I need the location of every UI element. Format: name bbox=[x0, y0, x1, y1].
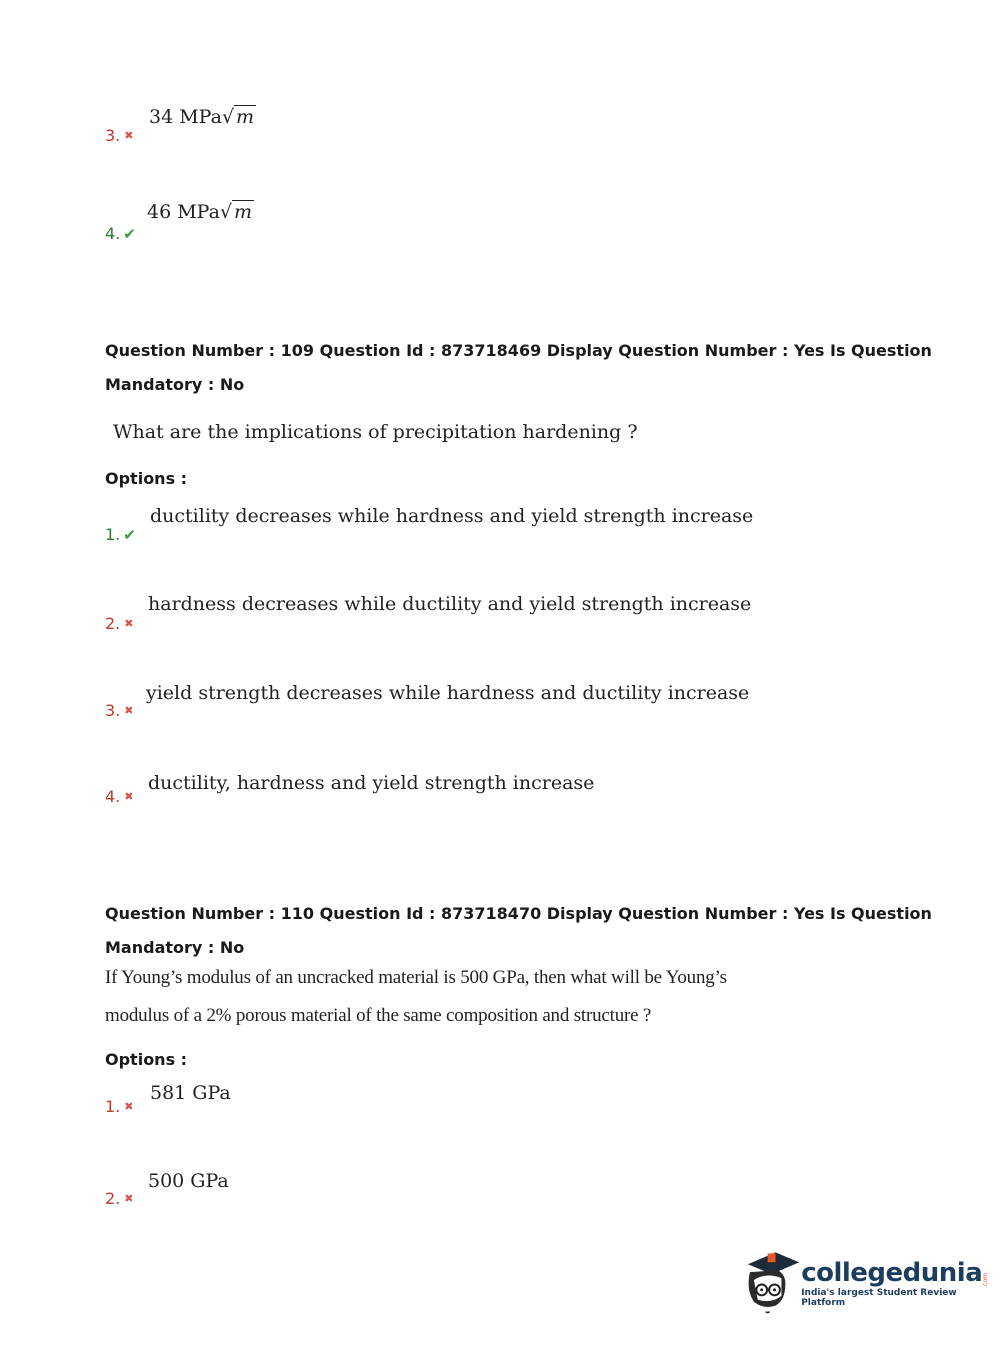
cross-icon: ✖ bbox=[124, 617, 134, 630]
cross-icon: ✖ bbox=[124, 790, 134, 803]
option-value: 34 MPa√ m bbox=[149, 106, 255, 128]
question-text-line2: modulus of a 2% porous material of the same composition and structure ? bbox=[105, 1005, 652, 1026]
check-icon: ✔ bbox=[123, 225, 136, 243]
question-header-mandatory: Mandatory : No bbox=[105, 375, 245, 394]
options-label: Options : bbox=[105, 469, 188, 488]
option-number: 3. ✖ bbox=[105, 126, 134, 145]
option-value: 46 MPa√ m bbox=[147, 201, 253, 223]
logo-tagline: India's largest Student Review Platform bbox=[801, 1288, 957, 1308]
option-number: 1. ✔ bbox=[105, 525, 136, 544]
cross-icon: ✖ bbox=[124, 704, 134, 717]
question-header-mandatory: Mandatory : No bbox=[105, 938, 245, 957]
question-text-line1: If Young’s modulus of an uncracked material is 500 GPa, then what will be Young’s bbox=[105, 967, 727, 988]
option-text: 500 GPa bbox=[148, 1170, 229, 1192]
logo-name: collegedunia bbox=[801, 1258, 983, 1288]
option-number: 4. ✔ bbox=[105, 224, 136, 243]
collegedunia-logo bbox=[742, 1250, 1001, 1316]
option-text: hardness decreases while ductility and yield strength increase bbox=[148, 593, 752, 615]
option-text: ductility, hardness and yield strength increase bbox=[148, 772, 595, 794]
cross-icon: ✖ bbox=[124, 129, 134, 142]
question-header: Question Number : 110 Question Id : 873718470 Display Question Number : Yes Is Question bbox=[105, 904, 932, 923]
cross-icon: ✖ bbox=[124, 1192, 134, 1205]
option-number: 3. ✖ bbox=[105, 701, 134, 720]
option-number: 1. ✖ bbox=[105, 1097, 134, 1116]
option-number: 2. ✖ bbox=[105, 1189, 134, 1208]
logo-suffix: .com bbox=[982, 1273, 990, 1288]
question-header: Question Number : 109 Question Id : 873718469 Display Question Number : Yes Is Question bbox=[105, 341, 932, 360]
option-text: 581 GPa bbox=[150, 1082, 231, 1104]
option-number: 4. ✖ bbox=[105, 787, 134, 806]
option-text: yield strength decreases while hardness and ductility increase bbox=[146, 682, 750, 704]
mascot-icon bbox=[742, 1250, 799, 1316]
option-number: 2. ✖ bbox=[105, 614, 134, 633]
question-text: What are the implications of precipitation hardening ? bbox=[113, 421, 638, 443]
option-text: ductility decreases while hardness and yield strength increase bbox=[150, 505, 754, 527]
cross-icon: ✖ bbox=[124, 1100, 134, 1113]
options-label: Options : bbox=[105, 1050, 188, 1069]
check-icon: ✔ bbox=[123, 526, 136, 544]
